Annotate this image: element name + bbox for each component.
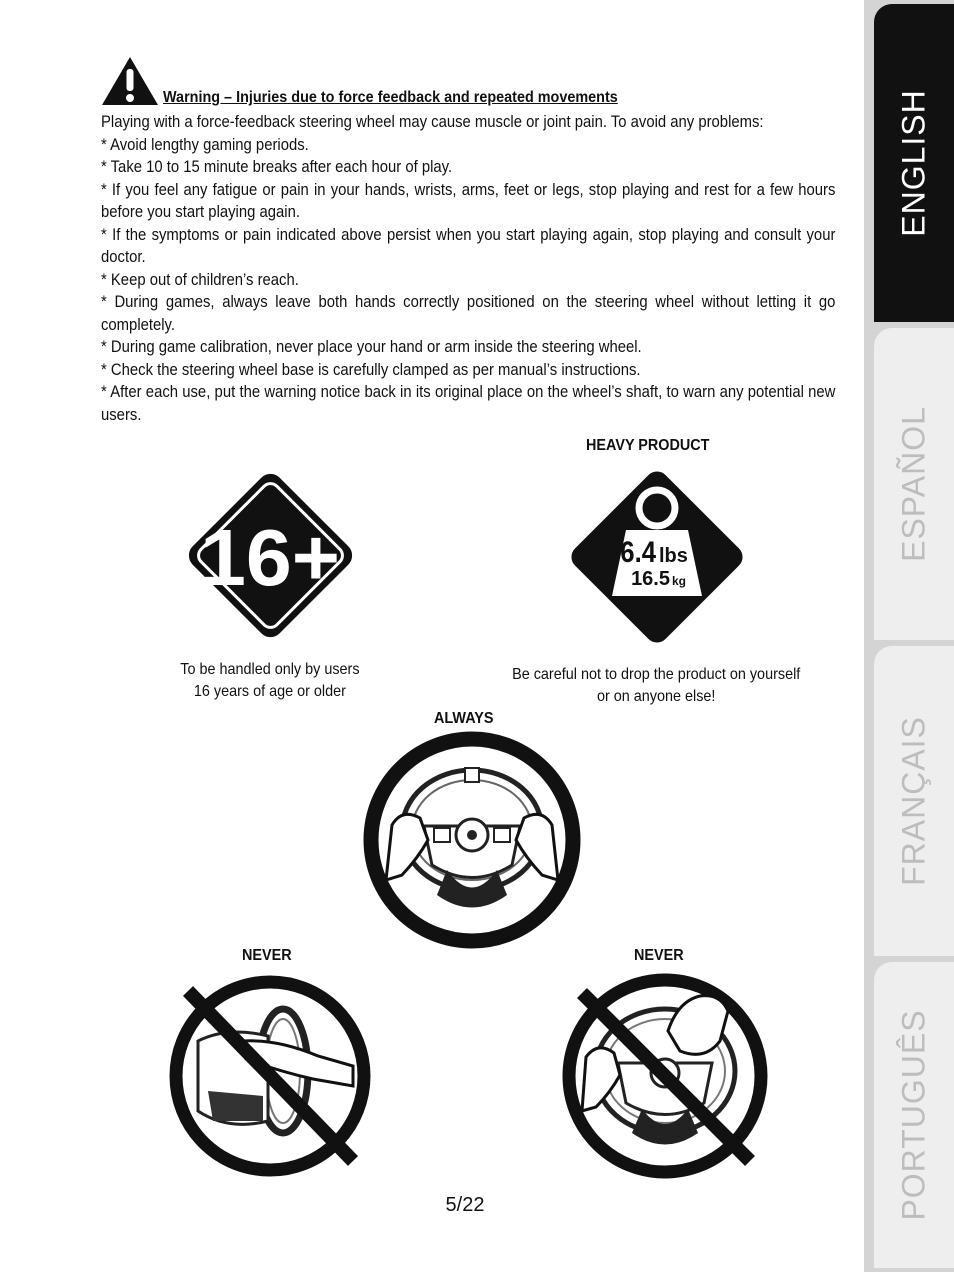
warning-line: * Take 10 to 15 minute breaks after each hour of play.: [101, 158, 453, 176]
kg-unit: kg: [672, 574, 687, 588]
language-tabs: [864, 0, 954, 1272]
warning-line: * If the symptoms or pain indicated above persist when you start playing again, stop playing and consult your doctor.: [101, 225, 836, 266]
weight-caption-line: or on anyone else!: [596, 688, 716, 705]
always-heading: ALWAYS: [434, 710, 494, 727]
tab-english[interactable]: [874, 4, 954, 322]
warning-line: * If you feel any fatigue or pain in your hands, wrists, arms, feet or legs, stop playing and rest for a few hours before you start playing again.: [101, 180, 836, 221]
age-caption: [170, 659, 370, 703]
heavy-product-heading: HEAVY PRODUCT: [586, 437, 710, 454]
tab-francais[interactable]: [874, 646, 954, 956]
warning-triangle-icon: [101, 56, 159, 106]
always-hands-on-wheel-illustration: [362, 730, 582, 950]
tab-portugues[interactable]: [874, 962, 954, 1268]
tab-francais-label: FRANÇAIS: [895, 716, 932, 886]
warning-line: * Avoid lengthy gaming periods.: [101, 135, 309, 154]
tab-espanol[interactable]: [874, 328, 954, 640]
warning-line: Playing with a force-feedback steering wheel may cause muscle or joint pain. To avoid any problems:: [101, 113, 764, 131]
age-caption-line: To be handled only by users: [180, 661, 360, 678]
never-right-heading: NEVER: [634, 947, 684, 964]
tab-portugues-label: PORTUGUÊS: [895, 1009, 932, 1221]
heavy-weight-badge: [564, 464, 750, 650]
age-caption-line: 16 years of age or older: [193, 683, 346, 700]
never-release-wheel-illustration: [560, 971, 770, 1181]
warning-line: * Check the steering wheel base is carefully clamped as per manual’s instructions.: [101, 360, 641, 379]
warning-line: * Keep out of children’s reach.: [101, 270, 299, 289]
page-number: 5/22: [445, 1194, 485, 1216]
weight-caption-line: Be careful not to drop the product on yourself: [512, 666, 801, 683]
warning-line: * During games, always leave both hands correctly positioned on the steering wheel without letting it go completely.: [101, 293, 836, 334]
warning-title: Warning – Injuries due to force feedback and repeated movements: [163, 89, 618, 106]
tab-espanol-label: ESPAÑOL: [895, 406, 932, 562]
never-hand-inside-wheel-illustration: [168, 971, 373, 1181]
age-16-plus-badge: [183, 468, 358, 643]
warning-line: * During game calibration, never place your hand or arm inside the steering wheel.: [101, 338, 642, 356]
warning-line: * After each use, put the warning notice back in its original place on the wheel’s shaft, to warn any potential new users.: [101, 383, 836, 424]
lbs-value: 36.4: [606, 536, 657, 569]
tab-english-label: ENGLISH: [895, 89, 932, 237]
kg-value: 16.5: [631, 568, 670, 590]
never-left-heading: NEVER: [242, 947, 292, 964]
age-badge-text: 16+: [200, 513, 340, 602]
lbs-unit: lbs: [659, 545, 688, 567]
warning-body: [101, 111, 835, 426]
weight-caption: [496, 664, 816, 708]
